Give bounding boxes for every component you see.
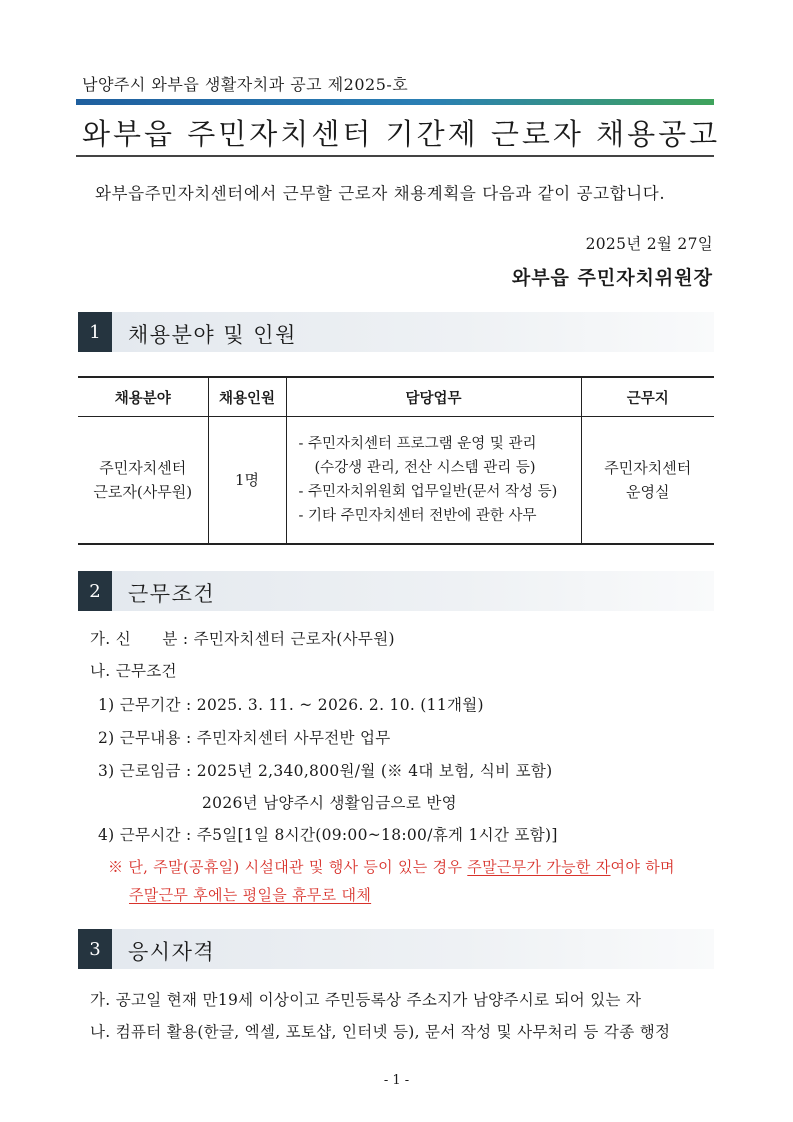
field-line: 주민자치센터 — [99, 459, 187, 477]
status-line: 가. 신 분 : 주민자치센터 근로자(사무원) — [90, 630, 395, 648]
workplace-line: 주민자치센터 — [604, 459, 692, 477]
section-1-header — [78, 312, 714, 352]
notice-reference: 남양주시 와부읍 생활자치과 공고 제2025-호 — [82, 75, 409, 94]
note-text: 여야 하며 — [610, 858, 675, 876]
header-color-rule — [76, 99, 714, 105]
field-cell — [78, 417, 208, 545]
column-header: 담당업무 — [286, 377, 581, 417]
qualification-item: 가. 공고일 현재 만19세 이상이고 주민등록상 주소지가 남양주시로 되어 있는 자 — [90, 991, 642, 1009]
page-title: 와부읍 주민자치센터 기간제 근로자 채용공고 — [82, 117, 721, 151]
column-header: 채용인원 — [208, 377, 286, 417]
wage-note-line: 2026년 남양주시 생활임금으로 반영 — [202, 794, 457, 812]
conditions-heading: 나. 근무조건 — [90, 662, 177, 680]
section-title: 응시자격 — [128, 940, 216, 964]
section-3-header — [78, 929, 714, 969]
duty-item: - 주민자치센터 프로그램 운영 및 관리 — [298, 436, 537, 452]
table-row — [78, 417, 714, 545]
column-header: 근무지 — [581, 377, 714, 417]
note-underlined-text: 주말근무가 가능한 자 — [467, 858, 611, 876]
wage-line: 3) 근로임금 : 2025년 2,340,800원/월 (※ 4대 보험, 식비 포함) — [98, 762, 553, 780]
table-header-row — [78, 377, 714, 417]
section-title: 근무조건 — [128, 582, 216, 606]
section-2-header — [78, 571, 714, 611]
intro-text: 와부읍주민자치센터에서 근무할 근로자 채용계획을 다음과 같이 공고합니다. — [95, 184, 666, 203]
section-title: 채용분야 및 인원 — [128, 323, 297, 347]
duties-cell — [286, 417, 581, 545]
notice-date: 2025년 2월 27일 — [585, 235, 713, 253]
workplace-cell — [581, 417, 714, 545]
content-line: 2) 근무내용 : 주민자치센터 사무전반 업무 — [98, 729, 391, 747]
field-line: 근로자(사무원) — [93, 483, 193, 501]
duty-item: - 기타 주민자치센터 전반에 관한 사무 — [298, 508, 537, 524]
duty-item: (수강생 관리, 전산 시스템 관리 등) — [314, 460, 536, 476]
recruitment-table — [78, 376, 714, 545]
note-underlined-text: 주말근무 후에는 평일을 휴무로 대체 — [129, 886, 372, 904]
section-number: 1 — [78, 312, 112, 352]
column-header: 채용분야 — [78, 377, 208, 417]
title-divider — [76, 155, 714, 157]
section-number: 3 — [78, 929, 112, 969]
signatory: 와부읍 주민자치위원장 — [511, 267, 713, 289]
duty-item: - 주민자치위원회 업무일반(문서 작성 등) — [298, 484, 558, 500]
period-line: 1) 근무기간 : 2025. 3. 11. ~ 2026. 2. 10. (11개월) — [98, 696, 484, 714]
note-text: ※ 단, 주말(공휴일) 시설대관 및 행사 등이 있는 경우 — [108, 858, 468, 876]
workplace-line: 운영실 — [626, 483, 670, 501]
hours-line: 4) 근무시간 : 주5일[1일 8시간(09:00~18:00/휴게 1시간 포함)] — [98, 826, 558, 844]
weekend-note — [108, 856, 675, 877]
page-number: - 1 - — [383, 1073, 410, 1088]
qualification-item: 나. 컴퓨터 활용(한글, 엑셀, 포토샵, 인터넷 등), 문서 작성 및 사무처리 등 각종 행정 — [90, 1023, 671, 1041]
section-number: 2 — [78, 571, 112, 611]
weekend-note-continued — [129, 884, 371, 905]
count-cell: 1명 — [208, 417, 286, 545]
